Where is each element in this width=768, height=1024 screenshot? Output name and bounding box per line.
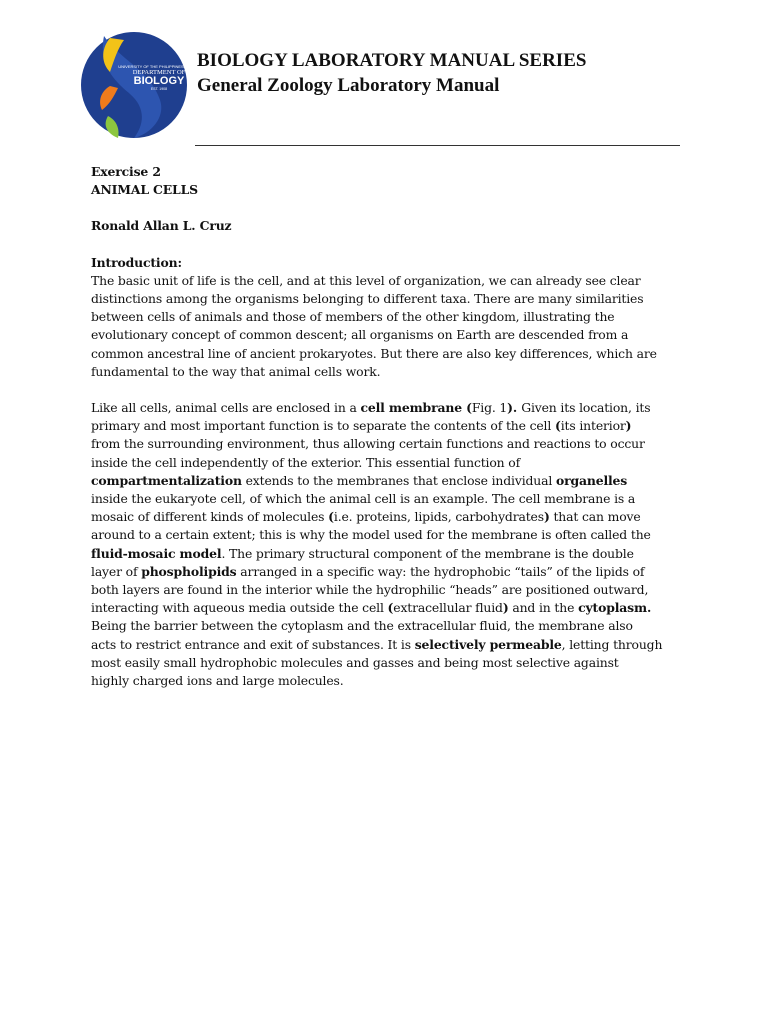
document-header (197, 48, 586, 98)
paragraph-line: The basic unit of life is the cell, and at this level of organization, we can already see clear (91, 272, 641, 288)
term-compartmentalization: compartmentalization (91, 472, 242, 488)
intro-paragraph-2 (91, 399, 691, 690)
text-run: . (646, 600, 652, 616)
text-run: ( (328, 509, 334, 525)
text-run: mosaic of different kinds of molecules (91, 509, 329, 525)
term-organelles: organelles (555, 472, 628, 488)
paragraph-line (91, 472, 691, 490)
text-run: ( (387, 600, 394, 616)
text-run: ) (625, 418, 632, 434)
logo-top-text: DEPARTMENT OF (132, 69, 186, 76)
paragraph-line: inside the cell independently of the exterior. This essential function of (91, 454, 521, 470)
text-run: primary and most important function is to separate the contents of the cell (91, 418, 555, 434)
text-run: , letting through (561, 636, 663, 652)
text-run: . The primary structural component of the membrane is the double (221, 545, 634, 561)
paragraph-line (91, 636, 691, 654)
paragraph-line: both layers are found in the interior while the hydrophilic “heads” are positioned outward, (91, 582, 649, 598)
term-selectively-permeable: selectively permeable (414, 636, 562, 652)
paragraph-line: fundamental to the way that animal cells work. (91, 363, 381, 379)
text-run: interacting with aqueous media outside the cell (91, 600, 388, 616)
paragraph-line (91, 563, 691, 581)
paragraph-line: common ancestral line of ancient prokaryotes. But there are also key differences, which are (91, 345, 657, 361)
paragraph-line (91, 417, 691, 435)
biology-logo-icon (80, 30, 200, 140)
paragraph-line: from the surrounding environment, thus allowing certain functions and reactions to occur (91, 436, 645, 452)
author-name: Ronald Allan L. Cruz (91, 218, 232, 234)
text-run: ). (507, 400, 522, 416)
paragraph-line: around to a certain extent; this is why the model used for the membrane is often called the (91, 527, 651, 543)
paragraph-line: evolutionary concept of common descent; all organisms on Earth are descended from a (91, 327, 629, 343)
header-divider (195, 145, 680, 146)
paragraph-line: highly charged ions and large molecules. (91, 673, 344, 689)
text-run: i.e. proteins, lipids, carbohydrates (333, 509, 544, 525)
series-title: BIOLOGY LABORATORY MANUAL SERIES (197, 50, 587, 71)
text-run: layer of (91, 563, 142, 579)
text-run: extracellular fluid (393, 600, 503, 616)
paragraph-line (91, 599, 691, 617)
exercise-title: ANIMAL CELLS (91, 182, 198, 198)
text-run: ) (543, 509, 550, 525)
term-cell-membrane: cell membrane ( (360, 400, 472, 416)
text-run: that can move (549, 509, 641, 525)
term-cytoplasm: cytoplasm (578, 600, 647, 616)
paragraph-line: Being the barrier between the cytoplasm and the extracellular fluid, the membrane also (91, 618, 633, 634)
introduction-heading: Introduction: (91, 254, 182, 270)
text-run: acts to restrict entrance and exit of substances. It is (91, 636, 415, 652)
intro-paragraph-1 (91, 272, 691, 381)
text-run: Like all cells, animal cells are enclosed in a (91, 400, 361, 416)
figure-reference: Fig. 1 (471, 400, 508, 416)
logo-small-text: UNIVERSITY OF THE PHILIPPINES MANILA (118, 64, 200, 69)
paragraph-line (91, 508, 691, 526)
text-run: and in the (508, 600, 579, 616)
paragraph-line: inside the eukaryote cell, of which the animal cell is an example. The cell membrane is a (91, 491, 636, 507)
text-run: Given its location, its (521, 400, 651, 416)
manual-title: General Zoology Laboratory Manual (197, 75, 500, 96)
paragraph-line: most easily small hydrophobic molecules and gasses and being most selective against (91, 654, 619, 670)
logo-tiny-text: EST. 1908 (150, 87, 168, 91)
term-phospholipids: phospholipids (141, 563, 237, 579)
text-run: ( (554, 418, 561, 434)
logo-main-text: BIOLOGY (133, 75, 185, 87)
exercise-number: Exercise 2 (91, 164, 161, 179)
text-run: its interior (560, 418, 626, 434)
paragraph-line: between cells of animals and those of members of the other kingdom, illustrating the (91, 309, 615, 325)
department-logo (80, 30, 200, 140)
text-run: ) (502, 600, 509, 616)
paragraph-line (91, 399, 691, 417)
paragraph-line: distinctions among the organisms belonging to different taxa. There are many similarities (91, 291, 644, 307)
text-run: extends to the membranes that enclose individual (241, 472, 556, 488)
text-run: arranged in a specific way: the hydrophobic “tails” of the lipids of (236, 563, 645, 579)
term-fluid-mosaic-model: fluid-mosaic model (91, 545, 222, 561)
paragraph-line (91, 545, 691, 563)
document-body (91, 163, 691, 690)
